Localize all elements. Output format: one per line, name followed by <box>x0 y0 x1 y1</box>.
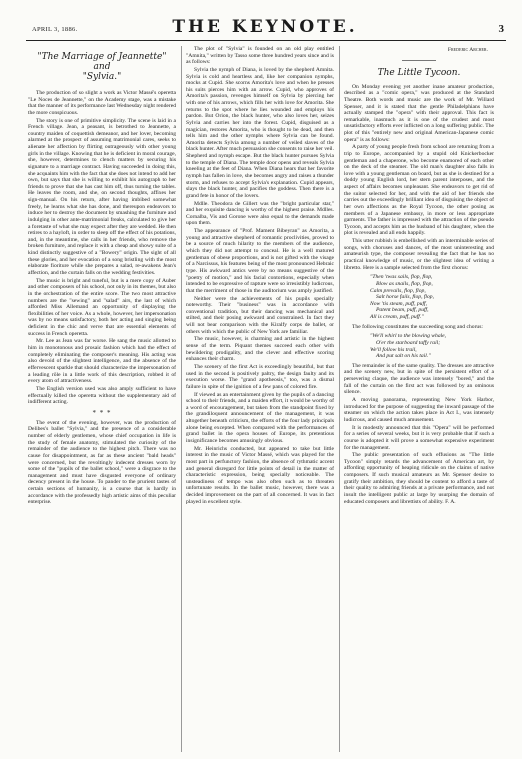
paragraph: On Monday evening yet another inane amateur production, described as a "comic opera," was produced at the Standard Theatre. Both words and music are the work of Mr. Willard Spenser, and it is stated that the gentle Philadelphians have actually stamped the "opera" with their approval. This fact is remarkable, inasmuch as it is one of the crudest and most unsatisfactory efforts ever inflicted on a long suffering public. The plot of this "entirely new and original American-Japanese comic opera" is as follows: <box>344 83 494 143</box>
article-title-line-1: "The Marriage of Jeannette" and <box>37 52 167 72</box>
verse-line: And put salt on his tail." <box>376 353 431 360</box>
paragraph: The public presentation of such effusions as "The little Tycoon" simply retards the advancement of American art, by affording opportunity of heaping ridicule on the claims of native composers. If such musical amateurs as Mr. Spenser desire to gratify their ambition, they should be content to afford a taste of their quality to admiring friends at a private performance, and not insult the intelligent public at large by usurping the domain of educated composers and librettists of ability. F. A. <box>344 452 494 505</box>
verse-line: Salt horse fails, flop, flop, <box>376 294 434 301</box>
paragraph: The story is one of primitive simplicity. The scene is laid in a French village. Jean, a peasant, is betrothed to Jeannette, a country maiden of coquettish demeanor, and her lover, becoming alarmed at the prospect of assuming matrimonial cares, seeks to alienate her affection by flirting outrageously with other young girls in the village. Knowing that he is deficient in moral courage, she, however, determines to clench matters by securing his signature to a marriage contract. Having succeeded in doing this, she acquaints him with the fact that she does not intend to add her own, but says that she is willing to exhibit his autograph to her friends to prove that she has cast him off, thus turning the tables. He leaves the room, and she, on second thoughts, affixes her sign-manual. On his return, after having imbibed somewhat freely, he learns what she has done, and thereupon endeavors to induce her to destroy the document by smashing the furniture and indulging in other ante-matrimonial freaks, calculated to give her a foretaste of what she may expect after they are wedded. He then retires to a hayloft, in order to sleep off the effect of his potations, and, in the meantime, she calls in her friends, who remove the broken furniture, and replace it with a cheap and showy suite of a kind distinctly suggestive of a "Bowery" origin. The sight of all these glories, and her evocation of a song bristling with the most elaborate fioriture while she prepares a salad, re-awakens Jean's affection, and the curtain falls on the wedding festivities. <box>28 117 176 276</box>
paragraph: The plot of "Sylvia" is founded on an old play entitled "Amnita," written by Tasso some three hundred years since and is as follows: <box>186 46 334 66</box>
paragraph: The English version used was also amply sufficient to have effectually killed the operetta without the supplementary aid of indifferent acting. <box>28 385 176 406</box>
paragraph: Mr. Heinrichs conducted, but appeared to take but little interest in the music of Victor Massé, which was played for the most part in perfunctory fashion, the absence of rythmatic accent and general disregard for little points of detail in the matter of characteristic expression, being specially noticeable. The unsteadiness of tempo was also often such as to threaten unfortunate results. In the ballet music, however, there was a decided improvement on the part of all concerned. It was in fact played in excellent style. <box>186 445 334 505</box>
paragraph: The music is bright and tuneful, but is a mere copy of Auber and other composers of his school, not only in its themes, but also in the orchestration of the entire score. The two most attractive numbers are the "sewing" and "salad" airs, the last of which afforded Miss Allemand an opportunity of displaying the flexibilities of her voice. As a whole, however, her impersonation was by no means satisfactory, both her acting and singing being deficient in the chic and verve that are essential elements of success in French operetta. <box>28 277 176 337</box>
paragraph: A moving panorama, representing New York Harbor, introduced for the purpose of suggesting the inward passage of the steamer on which the action takes place in Act I., was intensely ludicrous, and caused much amusement. <box>344 397 494 423</box>
paragraph: The appearance of "Prof. Mament Bibeyran" as Amorita, a young and attractive shepherd of romantic proclivities, proved to be a source of much hilarity to the members of the audience, which they did not attempt to conceal. He is a well matured gentleman of obese proportions, and is not gifted with the visage of a Narcissus, his features being of the most pronounced Hebraic type. His awkward antics were by no means suggestive of the "poetry of motion," and his facial contortions, especially when intended to be expressive of rapture were so irresistibly ludicrous, that the merriment of those in the auditorium was amply justified. <box>186 228 334 294</box>
verse-line: Calm prevails, flop, flop, <box>370 287 426 294</box>
masthead-rule <box>26 40 506 41</box>
column-3 <box>344 46 494 752</box>
paragraph: The production of so slight a work as Victor Massé's operetta "Le Noces de Jeannette," on the Academy stage, was a mistake that the manner of its performance last Wednesday night rendered the more conspicuous. <box>28 90 176 116</box>
column-divider <box>339 46 340 752</box>
verse-line: Patent beam, puff, puff, <box>376 307 429 314</box>
section-asterism: * * * <box>92 408 112 417</box>
paragraph: Neither were the achievements of his pupils specially noteworthy. Their "business" was in accordance with conventional tradition, but their dancing was mechanical and stilted, and their posing awkward and constrained. In fact they will not bear comparison with the Kiralfy corps de ballet, or others with which the public of New York are familiar. <box>186 295 334 335</box>
issue-date: APRIL 3, 1886. <box>32 26 78 33</box>
verse-line: "Then 'twas sails, flop, flop, <box>370 274 433 281</box>
paragraph: Mr. Lee as Jean was far worse. He sang the music allotted to him in monotonous and prosaic fashion which had the effect of completely eliminating the composer's meaning. His acting was also devoid of the slightest intelligence, and the absence of the effervescent sparkle that should characterize the impersonation of a leading rôle in a little work of this description, robbed it of every atom of attractiveness. <box>28 338 176 385</box>
paragraph: A party of young people fresh from school are returning from a trip to Europe, accompanied by a stupid old Knickerbocker gentleman and a chaperone, who become enamored of each other on the deck of the steamer. The old man's daughter also falls in love with a young gentleman on board, but as she is destined for a doddy young English lord, her stern parent interposes, and the aspect of affairs becomes unpleasant. She endeavors to get rid of the suitor selected for her, and with the aid of her friends she carries out the exceedingly brilliant idea of disguising the object of her own affections as the Royal Tycoon, the other posing as members of a Japanese embassy, in more or less appropriate garments. The father is impressed with the attraction of the pseudo Tycoon, and accepts him as the husband of his daughter, when the plot is revealed and all ends happily. <box>344 144 494 237</box>
paragraph: The event of the evening, however, was the production of Delibes's ballet "Sylvia," and the presence of a considerable number of elderly gentlemen, whose chief occupation in life is the study of female anatomy, stimulated the curiosity of the remainder of the audience to the highest pitch. There was no cause for disappointment, as far as these ancient "bald heads" were concerned, but the revoltingly indecent dresses worn by some of the "pupils of the ballet school," were a disgrace to the management and must have disgusted everyone of ordinary decency present in the house. To pander to the prurient tastes of certain sections of humanity, is a course that is hardly in accordance with the professedly high artistic aims of this peculiar enterprise. <box>28 419 176 506</box>
paragraph: It is modestly announced that this "Opera" will be performed for a series of several weeks, but it is very probable that if such a course is adopted it will prove a somewhat expensive experiment for the management. <box>344 424 494 451</box>
paragraph: The remainder is of the same quality. The dresses are attractive and the scenery new, but in spite of the persistent effort of a persevering claque, the audience was intensely "bored," and the fall of the curtain on the first act was followed by an ominous silence. <box>344 362 494 396</box>
article-title-line-2: "Sylvia." <box>82 72 122 82</box>
paragraph: The following constitutes the succeeding song and chorus: <box>352 323 483 330</box>
paragraph: The scenery of the first Act is exceedingly beautiful, but that used in the second is positively paltry, the design faulty and its execution worse. The "grand apotheosis," too, was a dismal failure in spite of the ignition of a few pans of colored fire. <box>186 363 334 390</box>
column-2 <box>186 46 334 752</box>
article-heading <box>28 52 176 82</box>
paragraph: Sylvia the nymph of Diana, is loved by the shepherd Amnita. Sylvia is cold and heartless and, like her companion nymphs, mocks at Cupid. She scorns Amorita's love and when he presses his suits pierces him with an arrow. Cupid, who approves of Amorita's passion, revenges himself on Sylvia by piercing her with one of his arrows, which fills her with love for Amorita. She returns to the spot where he lies wounded and employs his pardon. But Orion, the black hunter, who also loves her, seizes Sylvia and carries her into the forest. Cupid, disguised as a magician, restores Amorita, who is thought to be dead, and then tells him and the other nymphs where Sylvia can be found. Amorita detects Sylvia among a number of veiled slaves of the black hunter. After much persuasion she consents to raise her veil. Shepherd and nymph escape. But the black hunter pursues Sylvia to the temple of Diana. The temple door opens and reveals Sylvia kneeling at the feet of Diana. When Diana hears that her favorite nymph has fallen in love, she becomes angry and raises a thunder storm, and refuses to accept Sylvia's explanation. Cupid appears, slays the black hunter, and pacifies the goddess. Then there is a grand fete in honor of the lovers. <box>186 66 334 199</box>
author-signature: Frederic Archer. <box>447 47 488 53</box>
paragraph: If viewed as an entertainment given by the pupils of a dancing school to their friends, and a maiden effort, it would be worthy of a word of encouragement, but taken from the standpoint fixed by the grandiloquent announcement of the management, it was altogether beneath criticism, the efforts of the four lady principals alone being excepted. When compared with the performances of grand ballet in the opera houses of Europe, its pretentious insignificance becomes amusingly obvious. <box>186 391 334 444</box>
verse-line: "We'll whirl to the blowing whale, <box>370 333 447 340</box>
column-1 <box>28 46 176 752</box>
verse-excerpt <box>370 333 494 360</box>
page-number: 3 <box>498 23 504 35</box>
verse-line: We'll follow his trail, <box>370 346 417 353</box>
paragraph: Mdlle. Theodora de Gillert was the "bright particular star," and her exquisite dancing is worthy of the highest praise. Mdlles. Cornalba, Vis and Gorone were also equal to the demands made upon them. <box>186 200 334 227</box>
verse-line: All is cream, puff, puff." <box>370 314 424 321</box>
article-title: The Little Tycoon. <box>377 67 461 78</box>
publication-title: THE KEYNOTE. <box>172 17 358 37</box>
column-divider <box>181 46 182 752</box>
masthead <box>22 16 508 38</box>
verse-line: O'er the starboard taffy rail; <box>376 339 441 346</box>
verse-line: Now 'tis steam, puff, puff, <box>370 300 427 307</box>
verse-line: Blow as snails, flop, flop, <box>376 280 433 287</box>
paragraph: The music, however, is charming and artistic in the highest sense of the term. Piquant themes succeed each other with bewildering prodigality, and the clever and effective scoring enhances their charm. <box>186 336 334 363</box>
verse-excerpt <box>370 274 494 320</box>
section-divider <box>402 60 436 61</box>
paragraph: This utter rubbish is embellished with an interminable series of songs, with choruses and dances, of the most uninteresting and amateurish type, the composer revealing the fact that he has no practical knowledge of music, or the slightest idea of writing a libretto. Here is a sample selected from the first chorus: <box>344 238 494 271</box>
